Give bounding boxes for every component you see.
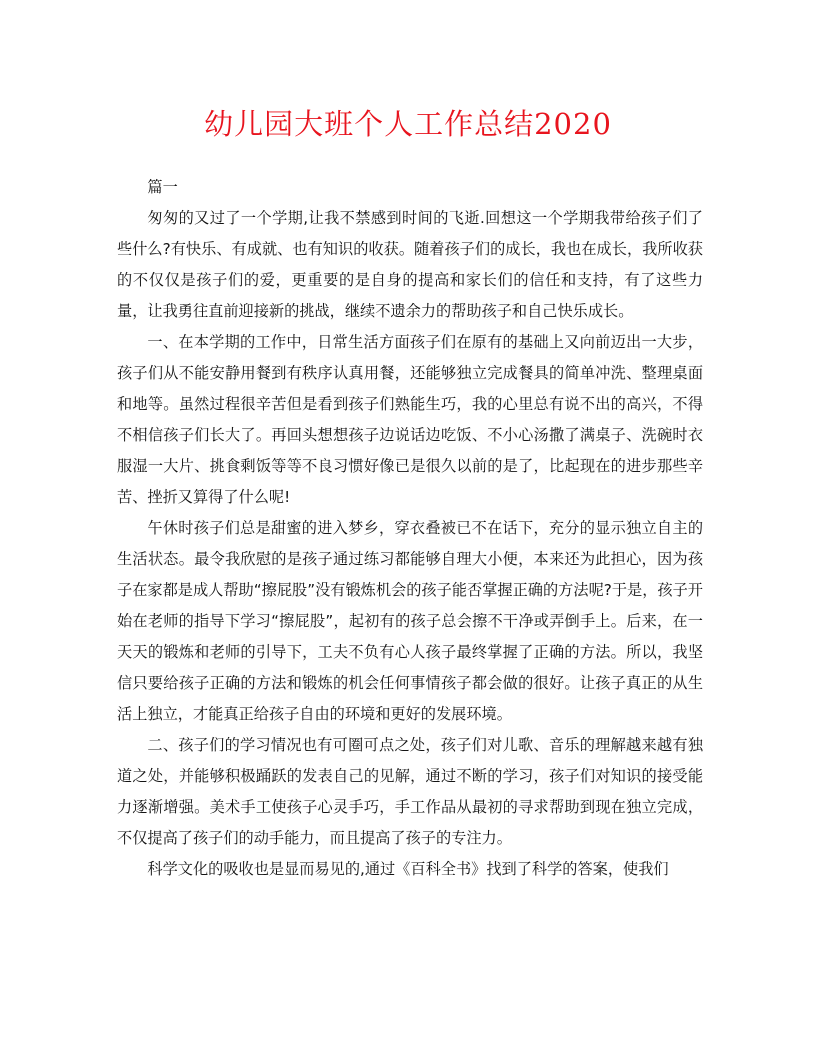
paragraph-daily-life: 一、在本学期的工作中，日常生活方面孩子们在原有的基础上又向前迈出一大步，孩子们从不能安静用餐到有秩序认真用餐，还能够独立完成餐具的简单冲洗、整理桌面和地等。虽然过程很辛苦但是看到孩子们熟能生巧，我的心里总有说不出的高兴，不得不相信孩子们长大了。再回头想想孩子边说话边吃饭、不小心汤撒了满桌子、洗碗时衣服湿一大片、挑食剩饭等等不良习惯好像已是很久以前的是了，比起现在的进步那些辛苦、挫折又算得了什么呢! [117, 333, 703, 506]
paragraph-science: 科学文化的吸收也是显而易见的,通过《百科全书》找到了科学的答案，使我们 [147, 860, 669, 878]
document-body [117, 172, 703, 885]
paragraph-nap-selfcare: 午休时孩子们总是甜蜜的进入梦乡，穿衣叠被已不在话下，充分的显示独立自主的生活状态。最令我欣慰的是孩子通过练习都能够自理大小便，本来还为此担心，因为孩子在家都是成人帮助“擦屁股”没有锻炼机会的孩子能否掌握正确的方法呢?于是，孩子开始在老师的指导下学习“擦屁股”，起初有的孩子总会擦不干净或弄倒手上。后来，在一天天的锻炼和老师的引导下，工夫不负有心人孩子最终掌握了正确的方法。所以，我坚信只要给孩子正确的方法和锻炼的机会任何事情孩子都会做的很好。让孩子真正的从生活上独立，才能真正给孩子自由的环境和更好的发展环境。 [117, 519, 703, 723]
paragraph-learning: 二、孩子们的学习情况也有可圈可点之处，孩子们对儿歌、音乐的理解越来越有独道之处，并能够积极踊跃的发表自己的见解，通过不断的学习，孩子们对知识的接受能力逐渐增强。美术手工使孩子心灵手巧，手工作品从最初的寻求帮助到现在独立完成，不仅提高了孩子们的动手能力，而且提高了孩子的专注力。 [117, 736, 703, 847]
paragraph-intro: 匆匆的又过了一个学期,让我不禁感到时间的飞逝.回想这一个学期我带给孩子们了些什么?有快乐、有成就、也有知识的收获。随着孩子们的成长，我也在成长，我所收获的不仅仅是孩子们的爱，更重要的是自身的提高和家长们的信任和支持，有了这些力量，让我勇往直前迎接新的挑战，继续不遗余力的帮助孩子和自己快乐成长。 [117, 209, 703, 320]
section-label: 篇一 [147, 178, 178, 196]
document-title: 幼儿园大班个人工作总结2020 [204, 107, 612, 141]
